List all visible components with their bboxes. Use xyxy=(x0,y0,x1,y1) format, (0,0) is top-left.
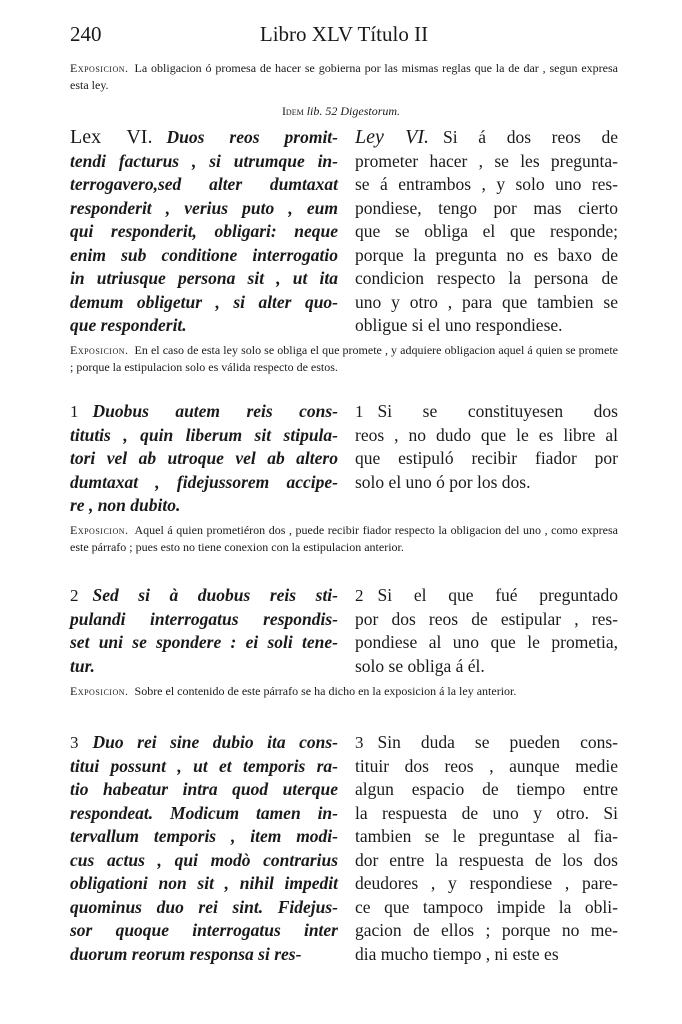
text-line xyxy=(355,400,618,424)
text-line xyxy=(355,825,618,849)
line-text: por dos reos de estipular , res- xyxy=(355,608,618,629)
line-text: Si el que fué preguntado xyxy=(377,585,618,605)
line-text: Si á dos reos de xyxy=(443,127,618,147)
line-text: tituir dos reos , aunque medie xyxy=(355,755,618,776)
line-text: se á entrambos , y solo uno res- xyxy=(355,174,618,194)
line-text: solo se obliga á él. xyxy=(355,655,485,676)
text-line xyxy=(355,849,618,873)
text-line xyxy=(70,802,338,826)
text-line xyxy=(70,849,338,873)
line-text: reos , no dudo que le es libre al xyxy=(355,424,618,445)
exposition-text: La obligacion ó promesa de hacer se gobierna por las mismas reglas que la de dar , segun expresa esta ley. xyxy=(70,61,618,92)
line-text: obligationi non sit , nihil impedit xyxy=(70,873,338,893)
text-line xyxy=(70,778,338,802)
spanish-text-para2 xyxy=(355,584,618,678)
line-text: ce que tampoco impide la obli- xyxy=(355,896,618,917)
exposition-para2 xyxy=(70,683,618,700)
text-line xyxy=(70,731,338,755)
line-text: enim sub conditione interrogatio xyxy=(70,244,338,265)
line-text: que estipuló recibir fiador por xyxy=(355,448,618,468)
spanish-text-para1 xyxy=(355,400,618,494)
text-line xyxy=(355,731,618,755)
text-line xyxy=(70,655,338,679)
text-line xyxy=(355,150,618,174)
line-text: titui possunt , ut et temporis ra- xyxy=(70,755,338,776)
line-text: tendi facturus , si utrumque in- xyxy=(70,150,338,171)
line-text: gacion de ellos ; porque no me- xyxy=(355,920,618,940)
line-text: algun espacio de tiempo entre xyxy=(355,779,618,799)
text-line xyxy=(355,919,618,943)
paragraph-lead: 3 xyxy=(355,733,364,752)
line-text: responderit , verius puto , eum xyxy=(70,197,338,218)
line-text: Duos reos promit- xyxy=(166,127,339,147)
line-text: tervallum temporis , item modi- xyxy=(70,826,338,846)
line-text: set uni se spondere : ei soli tene- xyxy=(70,632,338,652)
text-line xyxy=(70,584,338,608)
line-text: re , non dubito. xyxy=(70,495,181,515)
line-text: uno y otro , para que tambien se xyxy=(355,291,618,312)
line-text: pondiese al uno que le prometia, xyxy=(355,632,618,652)
line-text: deudores , y respondiese , pare- xyxy=(355,873,618,893)
paragraph-lead: Ley VI. xyxy=(355,126,430,148)
text-line xyxy=(355,220,618,244)
line-text: pulandi interrogatus respondis- xyxy=(70,608,338,629)
text-line xyxy=(355,197,618,221)
line-text: dor entre la respuesta de los dos xyxy=(355,849,618,870)
text-line xyxy=(70,872,338,896)
line-text: porque la pregunta no es baxo de xyxy=(355,244,618,265)
text-line xyxy=(70,825,338,849)
paragraph-lead: Lex VI. xyxy=(70,126,153,148)
exposition-label: Exposicion. xyxy=(70,684,129,698)
page-number: 240 xyxy=(70,22,102,46)
line-text: Duobus autem reis cons- xyxy=(92,401,338,421)
line-text: in utriusque persona sit , ut ita xyxy=(70,268,338,288)
latin-text-para2 xyxy=(70,584,338,678)
line-text: obligue si el uno respondiese. xyxy=(355,315,563,335)
text-line xyxy=(355,471,618,495)
text-line xyxy=(355,631,618,655)
source-ref: lib. 52 Digestorum. xyxy=(306,104,401,118)
text-line xyxy=(355,126,618,150)
line-text: pondiese, tengo por mas cierto xyxy=(355,197,618,218)
text-line xyxy=(70,244,338,268)
text-line xyxy=(70,447,338,471)
text-line xyxy=(70,755,338,779)
text-line xyxy=(355,173,618,197)
text-line xyxy=(355,424,618,448)
exposition-law6 xyxy=(70,342,618,376)
text-line xyxy=(355,267,618,291)
text-line xyxy=(70,494,338,518)
line-text: cus actus , qui modò contrarius xyxy=(70,849,338,870)
running-title: Libro XLV Título II xyxy=(259,22,429,46)
line-text: Duo rei sine dubio ita cons- xyxy=(92,732,338,752)
text-line xyxy=(355,802,618,826)
text-line xyxy=(70,471,338,495)
source-name: Idem xyxy=(281,104,304,118)
text-line xyxy=(355,314,618,338)
text-line xyxy=(70,126,338,150)
exposition-para1 xyxy=(70,522,618,556)
text-line xyxy=(70,943,338,967)
page-header xyxy=(70,22,618,52)
text-line xyxy=(70,896,338,920)
latin-text-para3 xyxy=(70,731,338,966)
text-line xyxy=(355,778,618,802)
line-text: terrogavero,sed alter dumtaxat xyxy=(70,174,338,194)
text-line xyxy=(70,150,338,174)
exposition-text: Aquel á quien prometiéron dos , puede recibir fiador respecto la obligacion del uno , como expresa este párrafo ; pues esto no tiene conexion con la estipulacion anterior. xyxy=(70,523,618,554)
line-text: tio habeatur intra quod uterque xyxy=(70,779,338,799)
exposition-intro xyxy=(70,60,618,94)
line-text: solo el uno ó por los dos. xyxy=(355,471,531,492)
line-text: titutis , quin liberum sit stipula- xyxy=(70,424,338,445)
latin-text-para1 xyxy=(70,400,338,518)
text-line xyxy=(355,291,618,315)
text-line xyxy=(70,291,338,315)
text-line xyxy=(355,584,618,608)
line-text: quominus duo rei sint. Fidejus- xyxy=(70,896,338,917)
line-text: que responderit. xyxy=(70,315,187,335)
line-text: sor quoque interrogatus inter xyxy=(70,920,338,940)
line-text: demum obligetur , si alter quo- xyxy=(70,291,338,312)
line-text: duorum reorum responsa si res- xyxy=(70,943,302,964)
line-text: tori vel ab utroque vel ab altero xyxy=(70,448,338,468)
exposition-text: Sobre el contenido de este párrafo se ha dicho en la exposicion á la ley anterior. xyxy=(134,684,517,698)
text-line xyxy=(70,220,338,244)
text-line xyxy=(70,631,338,655)
text-line xyxy=(355,655,618,679)
paragraph-lead: 2 xyxy=(355,586,364,605)
text-line xyxy=(70,919,338,943)
line-text: Sed si à duobus reis sti- xyxy=(92,585,338,605)
line-text: Sin duda se pueden cons- xyxy=(377,732,618,752)
line-text: prometer hacer , se les pregunta- xyxy=(355,150,618,171)
exposition-label: Exposicion. xyxy=(70,343,129,357)
text-line xyxy=(355,872,618,896)
text-line xyxy=(355,608,618,632)
text-line xyxy=(70,608,338,632)
exposition-label: Exposicion. xyxy=(70,523,129,537)
latin-text-law6 xyxy=(70,126,338,338)
paragraph-lead: 3 xyxy=(70,733,79,752)
line-text: la respuesta de uno y otro. Si xyxy=(355,802,618,823)
text-line xyxy=(70,173,338,197)
text-line xyxy=(355,943,618,967)
spanish-text-para3 xyxy=(355,731,618,966)
exposition-text: En el caso de esta ley solo se obliga el que promete , y adquiere obligacion aquel á quien se promete ; porque la estipulacion solo es válida respecto de estos. xyxy=(70,343,618,374)
text-line xyxy=(70,197,338,221)
paragraph-lead: 2 xyxy=(70,586,79,605)
line-text: dumtaxat , fidejussorem accipe- xyxy=(70,471,338,492)
text-line xyxy=(70,400,338,424)
line-text: dia mucho tiempo , ni este es xyxy=(355,943,559,964)
paragraph-lead: 1 xyxy=(70,402,79,421)
line-text: que se obliga el que responde; xyxy=(355,221,618,241)
text-line xyxy=(355,244,618,268)
line-text: qui responderit, obligari: neque xyxy=(70,221,338,241)
line-text: condicion respecto la persona de xyxy=(355,268,618,288)
text-line xyxy=(355,755,618,779)
source-citation xyxy=(0,104,682,119)
text-line xyxy=(355,447,618,471)
line-text: respondeat. Modicum tamen in- xyxy=(70,802,338,823)
line-text: Si se constituyesen dos xyxy=(377,401,618,421)
text-line xyxy=(70,424,338,448)
line-text: tur. xyxy=(70,655,95,676)
spanish-text-law6 xyxy=(355,126,618,338)
text-line xyxy=(70,267,338,291)
exposition-label: Exposicion. xyxy=(70,61,129,75)
paragraph-lead: 1 xyxy=(355,402,364,421)
text-line xyxy=(355,896,618,920)
line-text: tambien se le preguntase al fia- xyxy=(355,826,618,846)
text-line xyxy=(70,314,338,338)
